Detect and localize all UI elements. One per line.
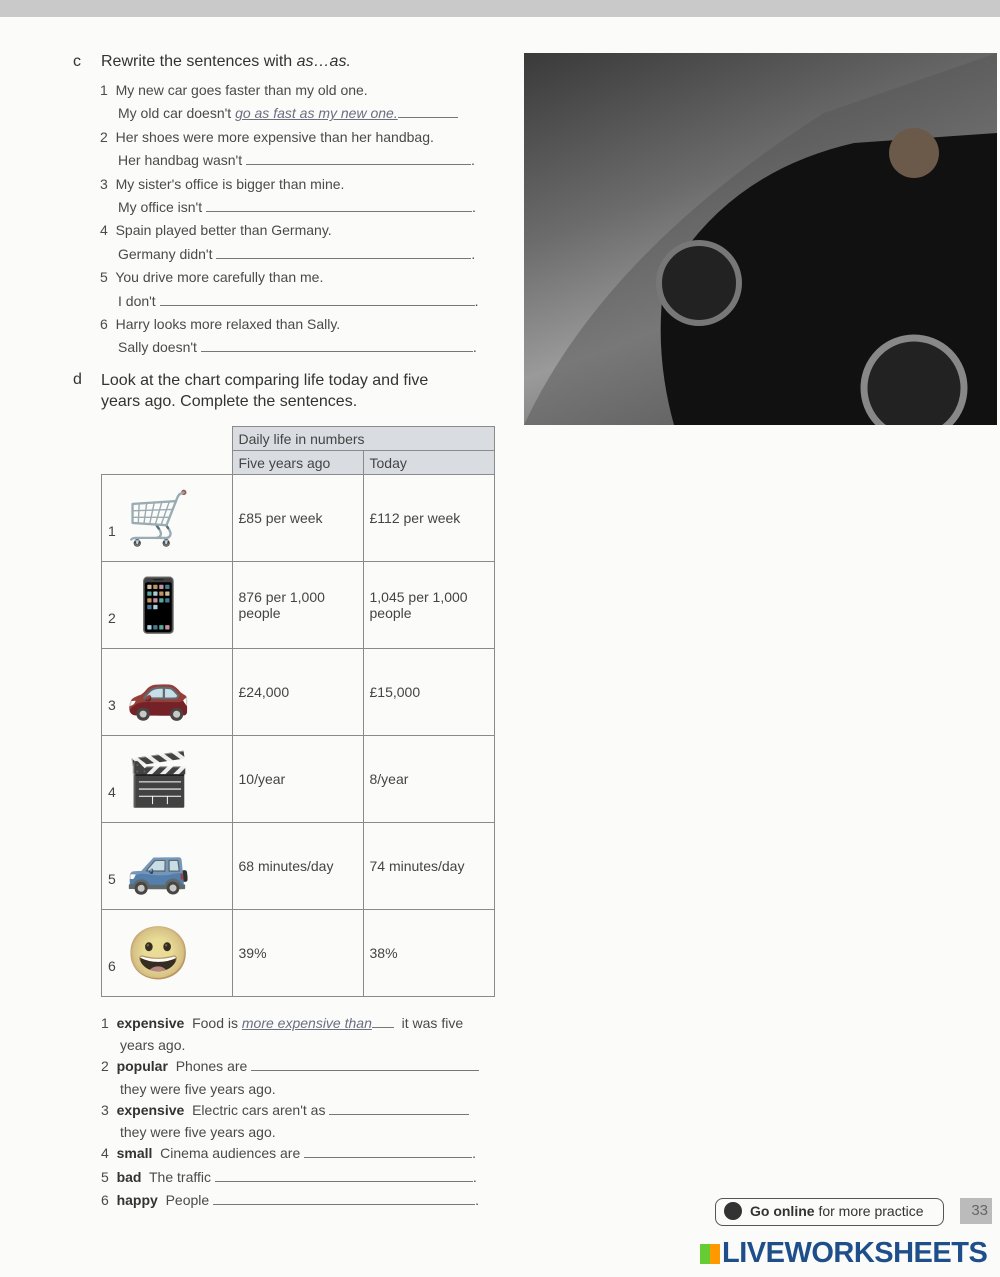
five-years-ago-value: £85 per week [232,475,363,562]
section-c-items: 1 My new car goes faster than my old one. My old car doesn't go as fast as my new one. 2 Her shoes were more expensive than her handbag. Her handbag wasn't . 3 My sister's office is bigger than mine. My office isn't . 4 Spain played better than Germany. Germany didn't . 5 You drive more carefully than me. I don't . 6 Harry looks more relaxed than Sally. Sally doesn't . [100,82,479,356]
row-image-cell [102,736,233,823]
shopping-cart-icon: 🛒 [126,489,191,548]
cinema-icon: 🎬 [126,750,191,809]
five-years-ago-value: 876 per 1,000 people [232,562,363,649]
row-image-cell [102,649,233,736]
smiley-icon: 😀 [126,924,191,983]
row-number: 5 [108,870,116,887]
five-years-ago-value: 39% [232,910,363,997]
table-row [102,736,495,823]
row-number: 3 [108,696,116,713]
table-row [102,823,495,910]
five-years-ago-value: £24,000 [232,649,363,736]
table-row [102,649,495,736]
live-logo-icon [700,1244,720,1264]
row-number: 6 [108,957,116,974]
row-number: 4 [108,783,116,800]
section-d-letter: d [73,371,82,388]
answer-d4[interactable] [304,1143,472,1158]
answer-c1[interactable]: go as fast as my new one. [235,105,398,122]
cursor-icon [724,1202,742,1220]
answer-c5[interactable] [160,291,475,306]
page-number: 33 [960,1198,992,1224]
today-value: 74 minutes/day [363,823,494,910]
five-years-ago-value: 10/year [232,736,363,823]
answer-c4[interactable] [216,244,471,259]
go-online-button[interactable]: Go online for more practice [715,1198,944,1226]
row-image-cell [102,562,233,649]
five-years-ago-value: 68 minutes/day [232,823,363,910]
col-five-years-ago: Five years ago [232,451,363,475]
top-bar [0,0,1000,17]
section-c-letter: c [73,53,81,70]
electric-car-icon: 🚗 [126,663,191,722]
liveworksheets-watermark: LIVEWORKSHEETS [700,1236,987,1270]
today-value: £15,000 [363,649,494,736]
row-number: 1 [108,522,116,539]
table-row [102,562,495,649]
col-today: Today [363,451,494,475]
today-value: 38% [363,910,494,997]
answer-d3[interactable] [329,1100,469,1115]
row-number: 2 [108,609,116,626]
answer-d1[interactable]: more expensive than [241,1015,372,1031]
table-row [102,475,495,562]
row-image-cell [102,910,233,997]
table-row [102,910,495,997]
row-image-cell [102,823,233,910]
daily-life-table [101,426,495,997]
today-value: £112 per week [363,475,494,562]
traffic-icon: 🚙 [126,837,191,896]
today-value: 1,045 per 1,000 people [363,562,494,649]
section-d-title: Look at the chart comparing life today and five years ago. Complete the sentences. [101,372,429,410]
convertible-car-photo [524,53,997,425]
table-title: Daily life in numbers [232,427,494,451]
today-value: 8/year [363,736,494,823]
answer-d5[interactable] [215,1167,473,1182]
answer-c3[interactable] [206,197,472,212]
answer-d2[interactable] [251,1056,479,1071]
row-image-cell [102,475,233,562]
section-d-items: 1 expensive Food is more expensive than it was five years ago. 2 popular Phones are they were five years ago. 3 expensive Electric cars aren't as they were five years ago. 4 small Cinema audiences are . 5 bad The traffic . 6 happy People . [101,1015,479,1209]
answer-c2[interactable] [246,150,471,165]
smartphone-icon: 📱 [126,576,191,635]
answer-c6[interactable] [201,337,473,352]
answer-d6[interactable] [213,1190,475,1205]
section-c-title: Rewrite the sentences with as…as. [101,53,351,70]
